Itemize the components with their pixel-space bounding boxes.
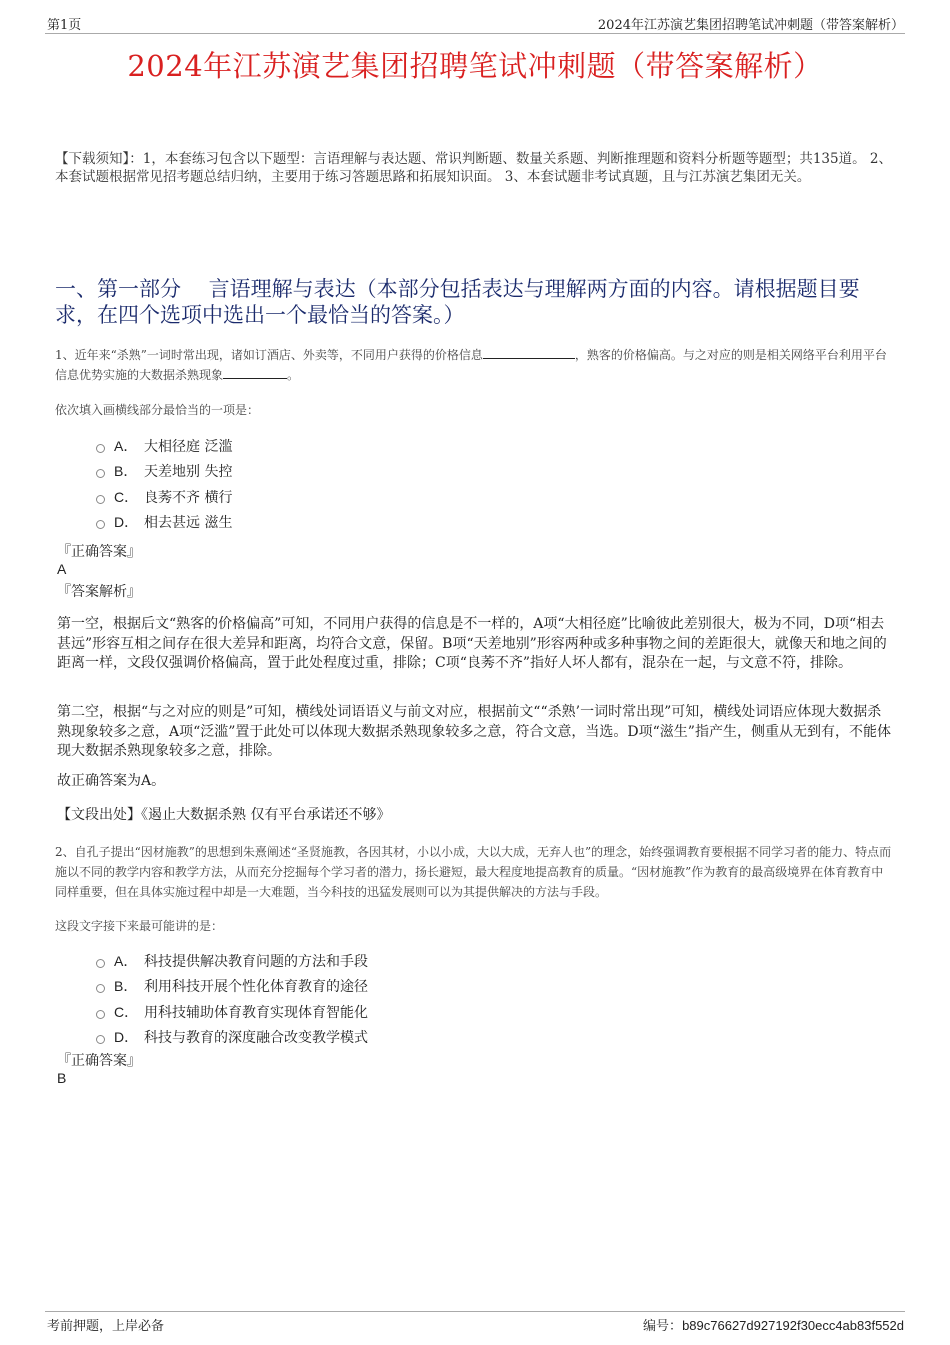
question-1-text	[55, 345, 895, 385]
blank-2	[223, 366, 287, 379]
radio-icon[interactable]	[96, 444, 105, 453]
footer-code-value: b89c76627d927192f30ecc4ab83f552d	[682, 1318, 904, 1333]
q2-option-a[interactable]: A． 科技提供解决教育问题的方法和手段	[96, 948, 368, 974]
question-2-options	[96, 948, 368, 1050]
q2-answer: B	[57, 1070, 67, 1086]
q2-option-b[interactable]: B． 利用科技开展个性化体育教育的途径	[96, 974, 368, 1000]
radio-icon[interactable]	[96, 520, 105, 529]
radio-icon[interactable]	[96, 469, 105, 478]
question-1-options	[96, 433, 232, 535]
header-divider	[45, 33, 905, 34]
question-1-part-a: 1、近年来“杀熟”一词时常出现，诸如订酒店、外卖等，不同用户获得的价格信息	[55, 348, 483, 362]
radio-icon[interactable]	[96, 984, 105, 993]
footer-code-label: 编号：	[643, 1319, 683, 1334]
footer-code	[643, 1315, 904, 1334]
radio-icon[interactable]	[96, 1010, 105, 1019]
section-title: 一、第一部分 言语理解与表达（本部分包括表达与理解两方面的内容。请根据题目要求，在四个选项中选出一个最恰当的答案。）	[55, 277, 860, 327]
q1-analysis-para-1: 第一空，根据后文“熟客的价格偏高”可知，不同用户获得的信息是不一样的，A项“大相径庭”比喻彼此差别很大，极为不同，D项“相去甚远”形容互相之间存在很大差异和距离，均符合文意，保留。B项“天差地别”形容两种或多种事物之间的差距很大，就像天和地之间的距离一样，文段仅强调价格偏高，置于此处程度过重，排除；C项“良莠不齐”指好人坏人都有，混杂在一起，与文意不符，排除。	[57, 616, 887, 671]
q1-answer-label: 『正确答案』	[57, 544, 141, 560]
q1-source: 【文段出处】《遏止大数据杀熟 仅有平台承诺还不够》	[57, 807, 391, 823]
q1-analysis-conclusion: 故正确答案为A。	[57, 773, 166, 789]
page-number: 第1页	[47, 18, 82, 33]
question-2-prompt: 这段文字接下来最可能讲的是：	[55, 919, 224, 933]
footer-slogan: 考前押题，上岸必备	[47, 1319, 165, 1334]
q2-option-d[interactable]: D． 科技与教育的深度融合改变教学模式	[96, 1025, 368, 1051]
q1-analysis-para-2: 第二空，根据“与之对应的则是”可知，横线处词语语义与前文对应，根据前文““杀熟’一词时常出现”可知，横线处词语应体现大数据杀熟现象较多之意，A项“泛滥”置于此处可以体现大数据杀熟现象较多之意，符合文意，当选。D项“滋生”指产生，侧重从无到有，不能体现大数据杀熟现象较多之意，排除。	[57, 704, 891, 759]
page-title: 2024年江苏演艺集团招聘笔试冲刺题（带答案解析）	[127, 49, 823, 83]
radio-icon[interactable]	[96, 959, 105, 968]
q1-option-c[interactable]: C． 良莠不齐 横行	[96, 484, 232, 510]
question-1-part-c: 。	[287, 368, 300, 382]
download-notice: 【下载须知】：1，本套练习包含以下题型：言语理解与表达题、常识判断题、数量关系题、判断推理题和资料分析题等题型；共135道。 2、本套试题根据常见招考题总结归纳，主要用于练习答题思路和拓展知识面。 3、本套试题非考试真题，且与江苏演艺集团无关。	[55, 151, 892, 185]
radio-icon[interactable]	[96, 495, 105, 504]
q1-answer: A	[57, 561, 67, 577]
q2-answer-label: 『正确答案』	[57, 1053, 141, 1069]
q1-option-d[interactable]: D． 相去甚远 滋生	[96, 510, 232, 536]
q1-option-a[interactable]: A． 大相径庭 泛滥	[96, 433, 232, 459]
footer-divider	[45, 1311, 905, 1312]
question-2-text: 2、自孔子提出“因材施教”的思想到朱熹阐述“圣贤施教，各因其材，小以小成，大以大成，无弃人也”的理念，始终强调教育要根据不同学习者的能力、特点而施以不同的教学内容和教学方法，从而充分挖掘每个学习者的潜力，扬长避短，最大程度地提高教育的质量。“因材施教”作为教育的最高级境界在体育教育中同样重要，但在具体实施过程中却是一大难题，当今科技的迅猛发展则可以为其提供解决的方法与手段。	[55, 845, 892, 899]
q1-analysis-label: 『答案解析』	[57, 584, 141, 600]
question-1-part-b: ，熟客的价格偏高。与之对应的则是相关网络平台利用平台信息优势实施的大数据杀熟现象	[55, 348, 887, 382]
q2-option-c[interactable]: C． 用科技辅助体育教育实现体育智能化	[96, 999, 368, 1025]
radio-icon[interactable]	[96, 1035, 105, 1044]
blank-1	[483, 346, 575, 359]
header-doc-title: 2024年江苏演艺集团招聘笔试冲刺题（带答案解析）	[597, 18, 904, 33]
question-1-prompt: 依次填入画横线部分最恰当的一项是：	[55, 403, 260, 417]
q1-option-b[interactable]: B． 天差地别 失控	[96, 459, 232, 485]
